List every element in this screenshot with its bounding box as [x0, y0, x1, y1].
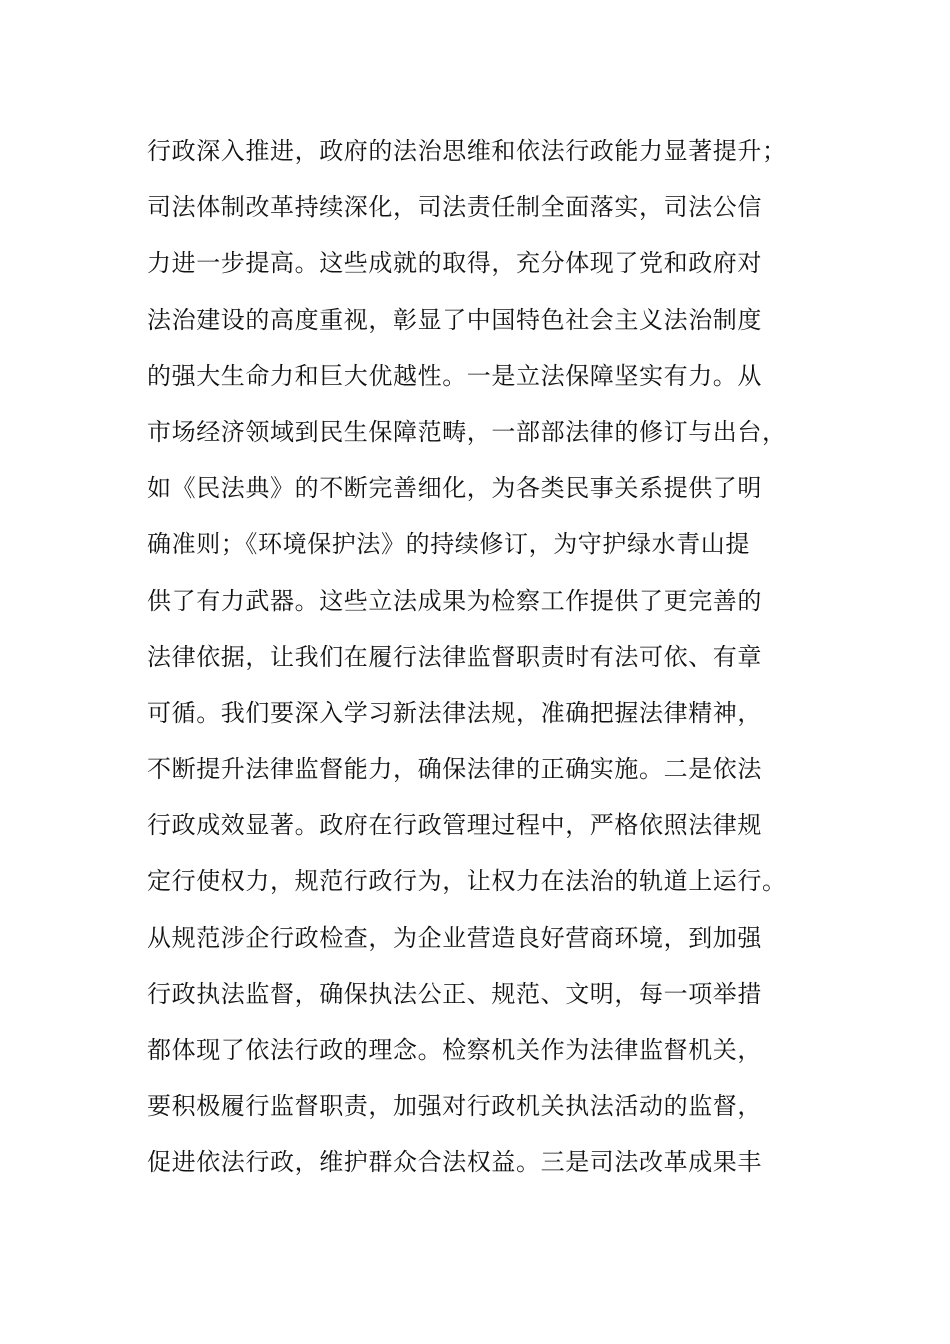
- text-line: 供了有力武器。这些立法成果为检察工作提供了更完善的: [147, 586, 762, 615]
- text-line: 法治建设的高度重视，彰显了中国特色社会主义法治制度: [147, 305, 762, 334]
- body-text: [147, 131, 807, 1199]
- text-line: 行政深入推进，政府的法治思维和依法行政能力显著提升；: [147, 137, 787, 165]
- text-line: 定行使权力，规范行政行为，让权力在法治的轨道上运行。: [147, 867, 787, 896]
- text-line: 市场经济领域到民生保障范畴，一部部法律的修订与出台，: [147, 417, 787, 446]
- text-line: 行政执法监督，确保执法公正、规范、文明，每一项举措: [147, 979, 762, 1008]
- text-line: 从规范涉企行政检查，为企业营造良好营商环境，到加强: [147, 923, 762, 952]
- text-line: 如《民法典》的不断完善细化，为各类民事关系提供了明: [147, 474, 762, 503]
- text-line: 司法体制改革持续深化，司法责任制全面落实，司法公信: [147, 193, 762, 222]
- text-line: 确准则；《环境保护法》的持续修订，为守护绿水青山提: [147, 530, 750, 559]
- text-line: 不断提升法律监督能力，确保法律的正确实施。二是依法: [147, 755, 762, 784]
- text-line: 行政成效显著。政府在行政管理过程中，严格依照法律规: [147, 811, 762, 840]
- text-line: 可循。我们要深入学习新法律法规，准确把握法律精神，: [147, 698, 762, 727]
- text-line: 促进依法行政，维护群众合法权益。三是司法改革成果丰: [147, 1148, 762, 1177]
- text-line: 都体现了依法行政的理念。检察机关作为法律监督机关，: [147, 1036, 762, 1064]
- text-line: 力进一步提高。这些成就的取得，充分体现了党和政府对: [147, 249, 762, 278]
- text-line: 要积极履行监督职责，加强对行政机关执法活动的监督，: [147, 1092, 762, 1121]
- text-line: 法律依据，让我们在履行法律监督职责时有法可依、有章: [147, 642, 762, 671]
- text-line: 的强大生命力和巨大优越性。一是立法保障坚实有力。从: [147, 361, 762, 390]
